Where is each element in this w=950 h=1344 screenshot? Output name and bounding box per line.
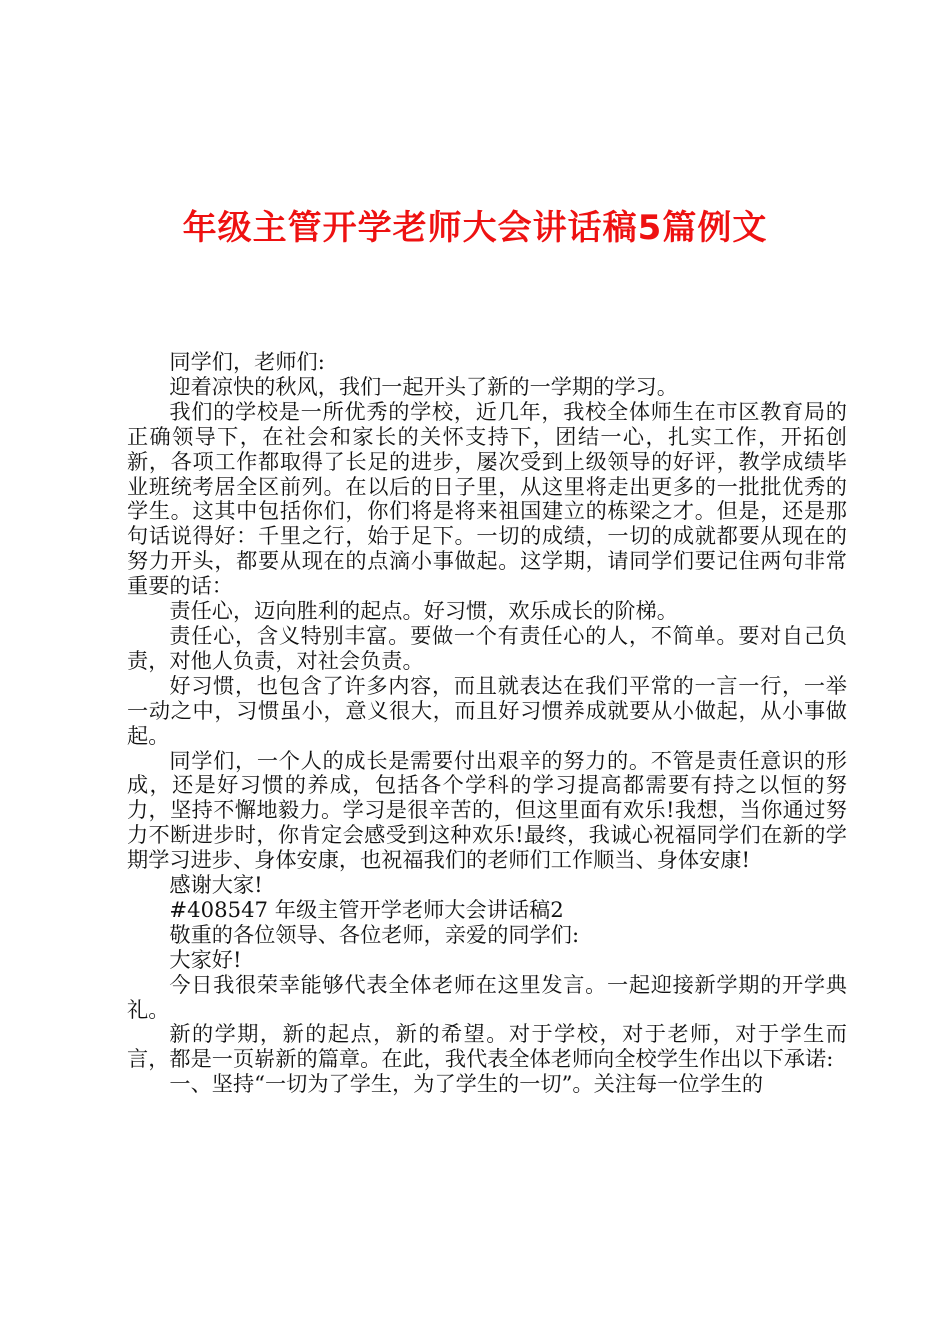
paragraph: 迎着凉快的秋风，我们一起开头了新的一学期的学习。 (169, 373, 678, 399)
paragraph: 同学们，老师们: (169, 349, 325, 374)
document-body (127, 350, 847, 1097)
paragraph: 新的学期，新的起点，新的希望。对于学校，对于老师，对于学生而言，都是一页崭新的篇章。在此，我代表全体老师向全校学生作出以下承诺: (127, 1021, 847, 1072)
paragraph: 同学们，一个人的成长是需要付出艰辛的努力的。不管是责任意识的形成，还是好习惯的养成，包括各个学科的学习提高都需要有持之以恒的努力，坚持不懈地毅力。学习是很辛苦的，但这里面有欢乐!我想，当你通过努力不断进步时，你肯定会感受到这种欢乐!最终，我诚心祝福同学们在新的学期学习进步、身体安康，也祝福我们的老师们工作顺当、身体安康! (127, 747, 847, 873)
paragraph: 今日我很荣幸能够代表全体老师在这里发言。一起迎接新学期的开学典礼。 (127, 971, 847, 1022)
paragraph: 责任心，迈向胜利的起点。好习惯，欢乐成长的阶梯。 (169, 598, 678, 624)
paragraph: 好习惯，也包含了许多内容，而且就表达在我们平常的一言一行，一举一动之中，习惯虽小，意义很大，而且好习惯养成就要从小做起，从小事做起。 (127, 672, 847, 748)
paragraph: 责任心，含义特别丰富。要做一个有责任心的人，不简单。要对自己负责，对他人负责，对社会负责。 (127, 622, 847, 673)
paragraph: 我们的学校是一所优秀的学校，近几年，我校全体师生在市区教育局的正确领导下，在社会和家长的关怀支持下，团结一心，扎实工作，开拓创新，各项工作都取得了长足的进步，屡次受到上级领导的好评，教学成绩毕业班统考居全区前列。在以后的日子里，从这里将走出更多的一批批优秀的学生。这其中包括你们，你们将是将来祖国建立的栋梁之才。但是，还是那句话说得好：千里之行，始于足下。一切的成绩，一切的成就都要从现在的努力开头，都要从现在的点滴小事做起。这学期，请同学们要记住两句非常重要的话： (127, 398, 847, 599)
section-heading: #408547 年级主管开学老师大会讲话稿2 (169, 896, 564, 922)
paragraph: 感谢大家! (169, 872, 263, 898)
document-title: 年级主管开学老师大会讲话稿5篇例文 (182, 208, 768, 248)
paragraph: 一、坚持“一切为了学生，为了学生的一切”。关注每一位学生的 (169, 1071, 764, 1097)
paragraph: 大家好! (169, 946, 242, 972)
paragraph: 敬重的各位领导、各位老师，亲爱的同学们: (169, 921, 580, 947)
